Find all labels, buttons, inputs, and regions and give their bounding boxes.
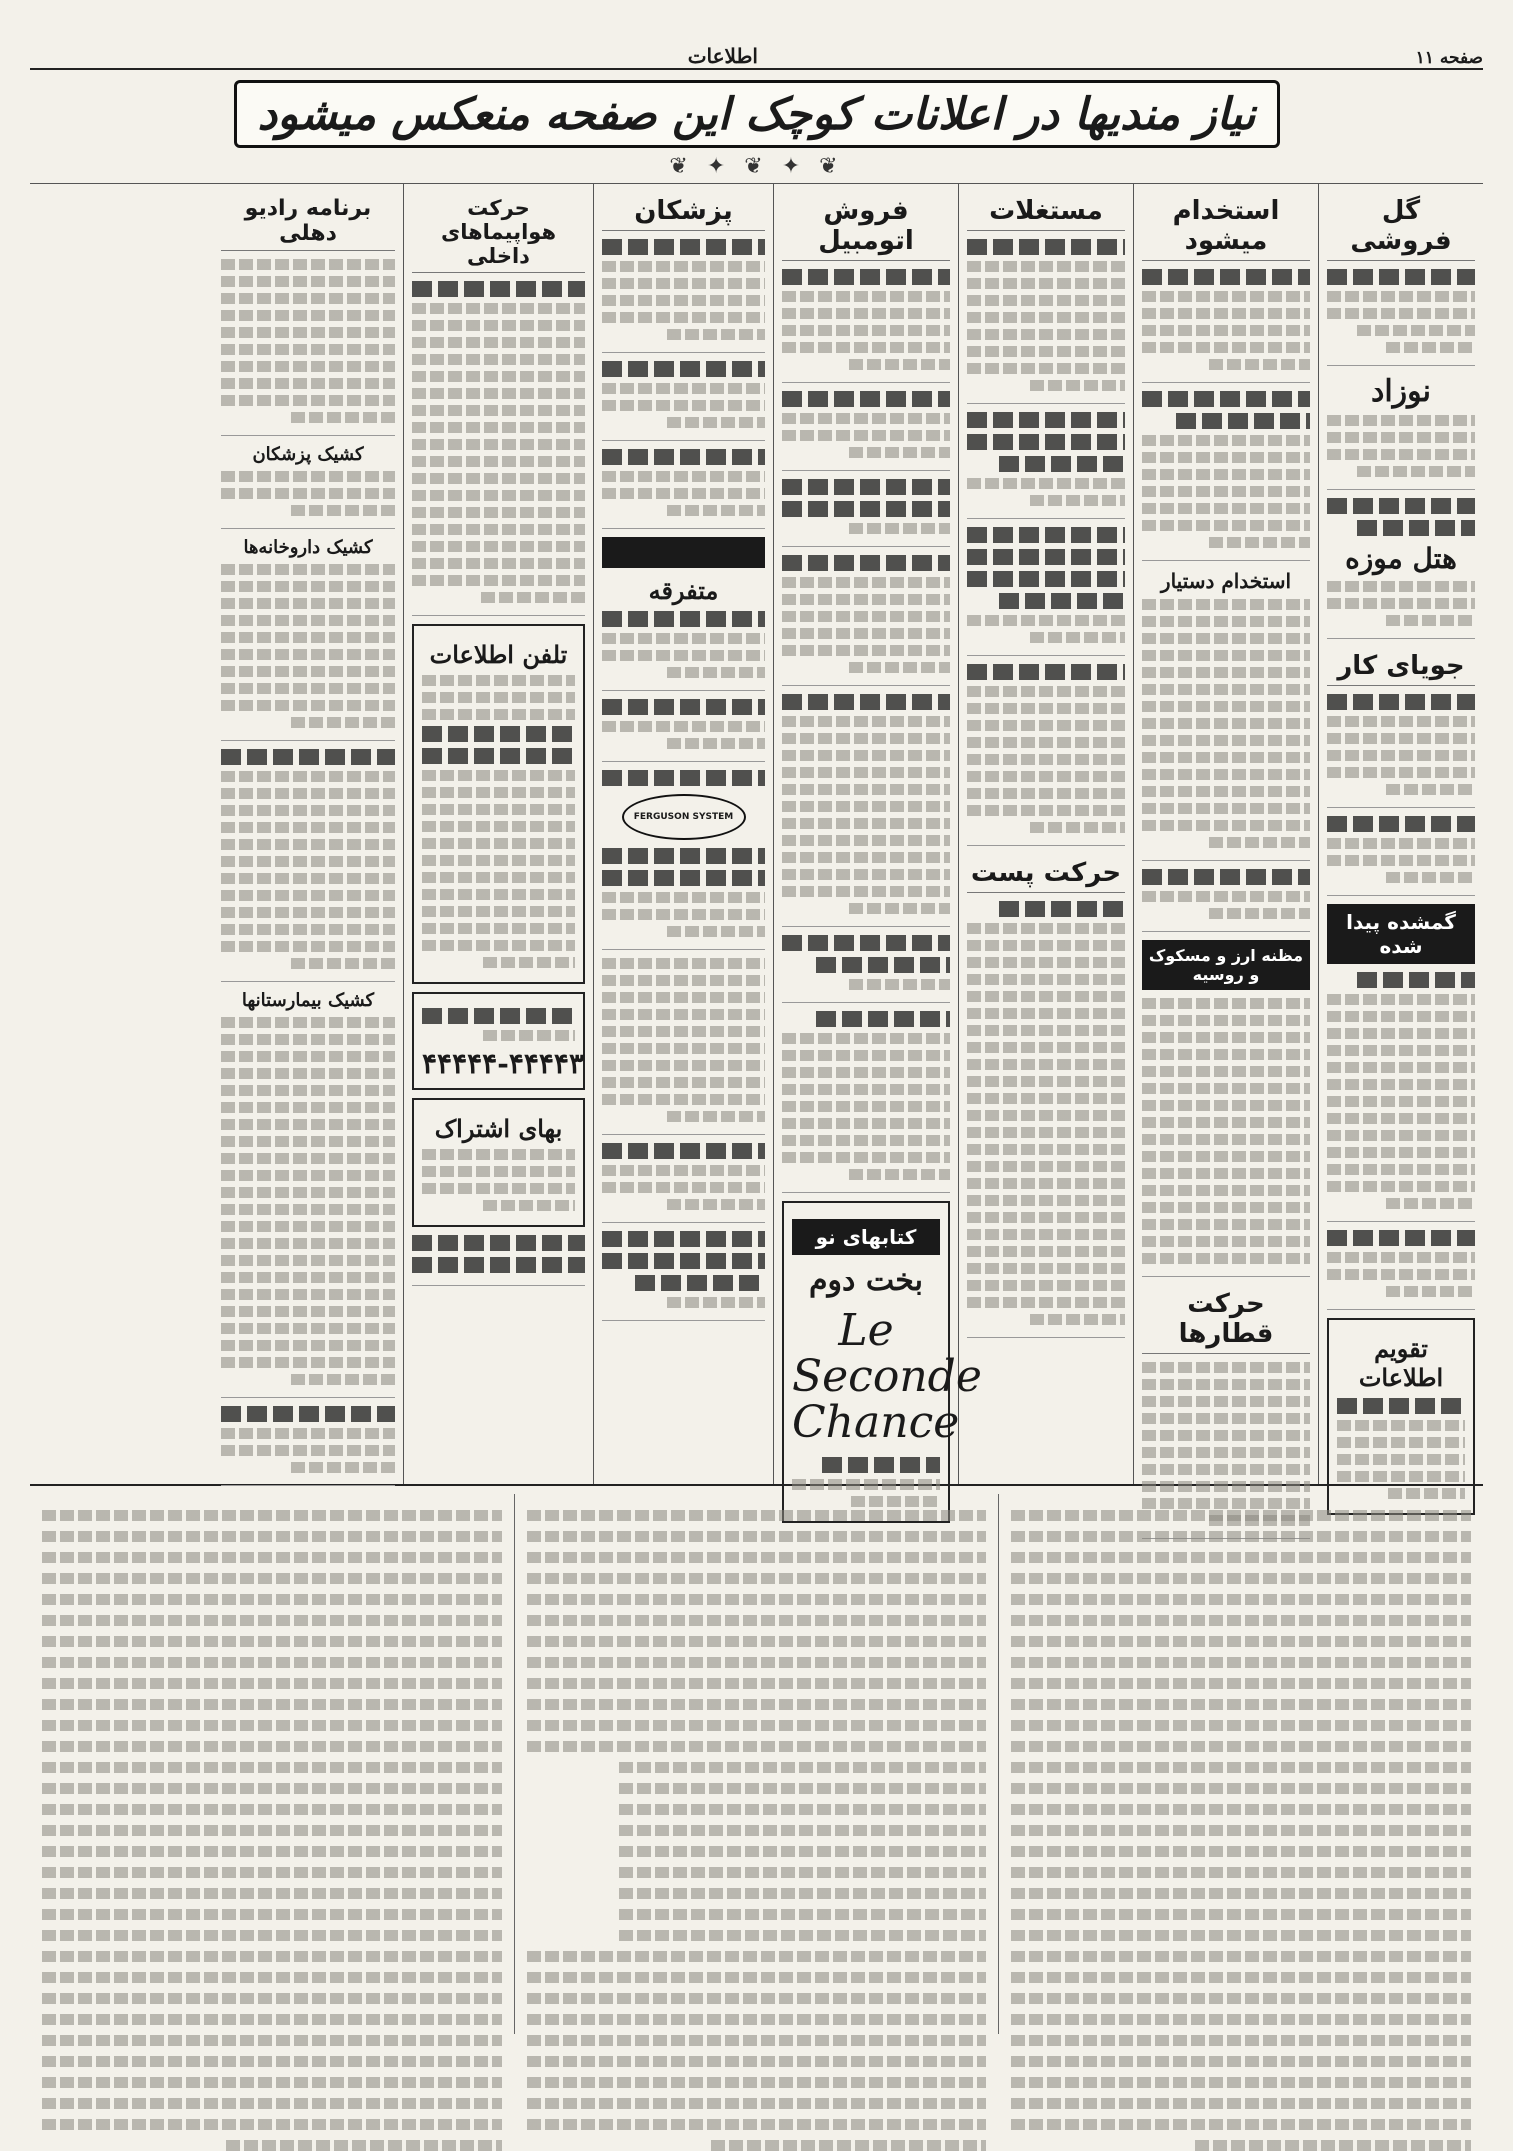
section-mostaghelat: مستغلات	[967, 192, 1125, 231]
section-havapeyma: حرکت هواپیماهای داخلی	[412, 192, 585, 273]
classifieds-banner: نیاز مندیها در اعلانات کوچک این صفحه منعکس میشود	[234, 80, 1280, 148]
small-ads-title	[602, 537, 765, 568]
ad-block	[602, 449, 765, 529]
section-motefareghe: متفرقه	[648, 576, 719, 605]
ad-block	[782, 1011, 950, 1193]
ad-block	[602, 770, 765, 950]
story-section	[30, 1486, 1483, 2034]
ad-block	[221, 749, 395, 982]
ad-block	[967, 412, 1125, 519]
new-phone-box	[412, 992, 585, 1090]
section-telefon: تلفن اطلاعات	[429, 640, 568, 669]
ad-block	[602, 958, 765, 1135]
section-forush-auto: فروش اتومبیل	[782, 192, 950, 261]
post-schedule	[967, 901, 1125, 1338]
pharmacy-list	[221, 564, 395, 741]
ad-block	[1327, 816, 1475, 896]
section-harekat-post: حرکت پست	[967, 854, 1125, 893]
column-5	[593, 184, 773, 1484]
section-pezeshkan: پزشکان	[602, 192, 765, 231]
ad-block	[1327, 269, 1475, 366]
phone-box	[412, 624, 585, 984]
rates-list	[1142, 998, 1310, 1277]
ad-block	[1142, 269, 1310, 383]
section-keshik-bimarestan: کشیک بیمارستانها	[241, 990, 375, 1011]
book-title-latin: Le Seconde Chance	[792, 1305, 982, 1449]
story-column-3	[30, 1494, 514, 2034]
ad-block	[1142, 599, 1310, 861]
paper-name: اطلاعات	[687, 44, 758, 68]
hospital-list	[221, 1017, 395, 1398]
ad-block	[221, 1406, 395, 1486]
ad-block	[1142, 869, 1310, 932]
radio-program	[221, 259, 395, 436]
ad-block	[782, 269, 950, 383]
calendar-box	[1327, 1318, 1475, 1515]
section-joyaye-kar: جویای کار	[1327, 647, 1475, 686]
ad-block	[1327, 1230, 1475, 1310]
section-keshik-pezeshkan: کشیک پزشکان	[252, 444, 364, 465]
ad-block	[782, 479, 950, 547]
ad-block	[967, 664, 1125, 846]
story-column-2	[514, 1494, 999, 2034]
column-3	[958, 184, 1133, 1484]
ferguson-logo: FERGUSON SYSTEM	[622, 794, 746, 840]
ad-block	[1142, 391, 1310, 561]
newspaper-page	[30, 28, 1483, 2048]
ad-block	[967, 239, 1125, 404]
ad-block	[602, 1231, 765, 1321]
column-6	[403, 184, 593, 1484]
section-ashteraak: بهای اشتراک	[434, 1114, 563, 1143]
office-address	[412, 1235, 585, 1286]
classifieds-columns	[30, 183, 1483, 1486]
section-taghvim: تقویم اطلاعات	[1358, 1334, 1444, 1392]
section-ghatarha: حرکت قطارها	[1142, 1285, 1310, 1354]
ad-block	[1327, 498, 1475, 639]
column-4	[773, 184, 982, 1484]
section-ketabha: کتابهای نو	[792, 1219, 940, 1255]
story-column-1	[998, 1494, 1483, 2034]
section-barnameh-radio: برنامه رادیو دهلی	[221, 192, 395, 251]
section-arz: مظنه ارز و مسکوک و روسیه	[1142, 940, 1310, 990]
hotel-name: هتل موزه	[1345, 542, 1457, 575]
section-nozad: نوزاد	[1370, 374, 1432, 409]
ad-block	[967, 527, 1125, 656]
ad-block	[602, 611, 765, 691]
phone-number: ۴۴۴۴۴-۴۴۴۴۳	[422, 1047, 585, 1080]
flight-schedule	[412, 281, 585, 616]
book-title-fa: بخت دوم	[808, 1263, 924, 1298]
section-keshik-darukhane: کشیک داروخانه‌ها	[243, 537, 373, 558]
ad-block	[602, 699, 765, 762]
ad-block	[782, 391, 950, 471]
section-gomshodeh: گمشده پیدا شده	[1327, 904, 1475, 964]
page-header	[30, 28, 1483, 70]
section-estekhdam: استخدام میشود	[1142, 192, 1310, 261]
ad-block	[1327, 415, 1475, 490]
column-7	[213, 184, 403, 1484]
ad-block	[602, 1143, 765, 1223]
ad-block	[782, 555, 950, 686]
ad-block	[1327, 694, 1475, 808]
subscription-box	[412, 1098, 585, 1227]
column-2	[1133, 184, 1318, 1484]
section-dastyar: استخدام دستیار	[1160, 569, 1292, 593]
ornament-divider: ❦ ✦ ❦ ✦ ❦	[669, 154, 844, 179]
ad-block	[221, 471, 395, 529]
ad-block	[782, 694, 950, 927]
column-1	[1318, 184, 1483, 1484]
ad-block	[1327, 972, 1475, 1222]
ad-block	[782, 935, 950, 1003]
section-gol-forooshi: گل فروشی	[1327, 192, 1475, 261]
books-box	[782, 1201, 982, 1523]
page-number: صفحه ۱۱	[1415, 48, 1483, 68]
ad-block	[602, 239, 765, 353]
ad-block	[602, 361, 765, 441]
